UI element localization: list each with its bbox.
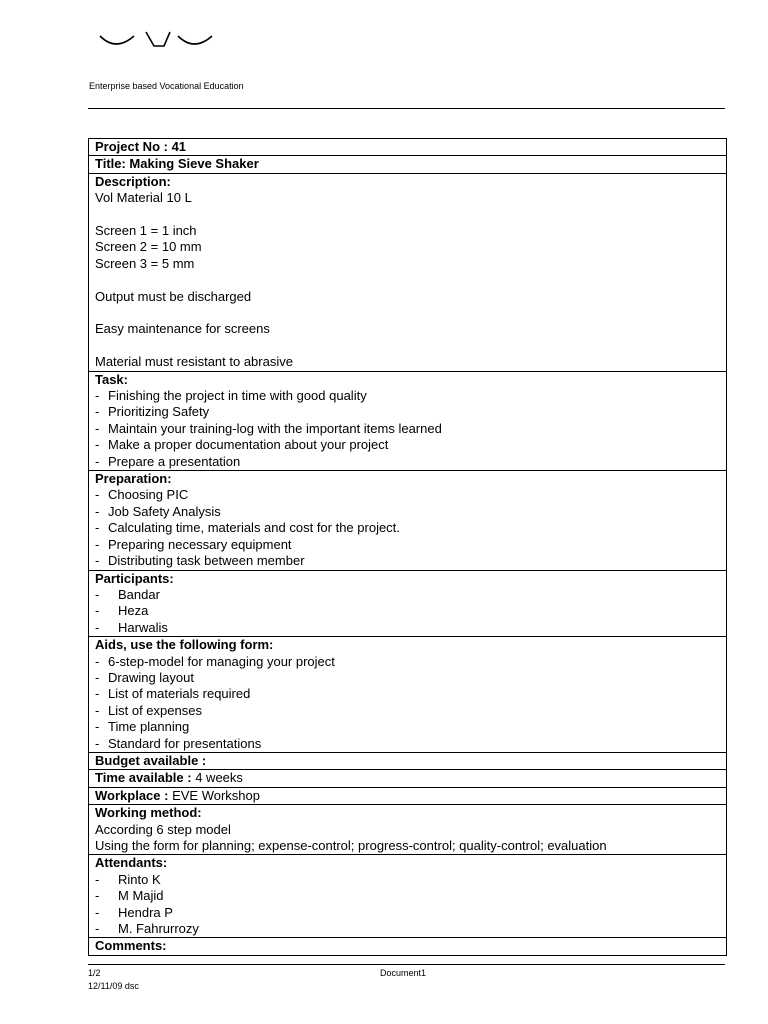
attendant-item: - Hendra P: [95, 904, 173, 920]
attendant-item: - M Majid: [95, 888, 164, 904]
working-method-line: Using the form for planning; expense-control; progress-control; quality-control; evaluation: [95, 838, 607, 853]
row-comments: [89, 938, 727, 955]
document-name: Document1: [380, 968, 427, 978]
description-spacer: [95, 305, 720, 321]
row-time: [89, 770, 727, 787]
participants-cell: [89, 570, 727, 637]
task-cell: [89, 371, 727, 470]
row-aids: [89, 637, 727, 753]
row-budget: [89, 752, 727, 769]
working-method-cell: [89, 805, 727, 855]
workplace-cell: [89, 787, 727, 804]
attendant-item: - Rinto K: [95, 871, 161, 887]
description-line: Screen 3 = 5 mm: [95, 255, 195, 271]
preparation-item: - Choosing PIC: [95, 487, 189, 503]
participant-item: - Harwalis: [95, 619, 168, 635]
aids-item: - List of expenses: [95, 702, 202, 718]
description-spacer: [95, 338, 720, 354]
task-item: - Prepare a presentation: [95, 453, 241, 469]
workplace-value: EVE Workshop: [172, 787, 260, 803]
description-line: Material must resistant to abrasive: [95, 354, 293, 370]
attendant-item: - M. Fahrurrozy: [95, 921, 199, 937]
working-method-line: According 6 step model: [95, 821, 231, 837]
footer-divider: [88, 964, 725, 965]
row-title: [89, 156, 727, 173]
participant-item: - Bandar: [95, 586, 160, 602]
preparation-item: - Distributing task between member: [95, 553, 305, 569]
description-line: Screen 2 = 10 mm: [95, 239, 202, 255]
header-divider: [88, 108, 725, 109]
attendants-label: Attendants:: [95, 855, 168, 871]
budget-label: Budget available :: [89, 752, 727, 769]
preparation-item: - Preparing necessary equipment: [95, 536, 292, 552]
preparation-label: Preparation:: [95, 471, 172, 487]
aids-item: - Time planning: [95, 719, 190, 735]
preparation-cell: [89, 471, 727, 570]
working-method-label: Working method:: [95, 805, 202, 821]
row-description: [89, 173, 727, 371]
aids-cell: [89, 637, 727, 753]
time-value: 4 weeks: [195, 770, 243, 786]
row-project-no: [89, 139, 727, 156]
description-spacer: [95, 207, 720, 223]
aids-item: - Standard for presentations: [95, 735, 262, 751]
task-item: - Finishing the project in time with good quality: [95, 388, 367, 404]
description-cell: [89, 173, 727, 371]
description-line: Screen 1 = 1 inch: [95, 223, 197, 239]
page-number: 1/2: [88, 968, 101, 978]
description-line: Easy maintenance for screens: [95, 321, 270, 337]
preparation-item: - Job Safety Analysis: [95, 503, 221, 519]
task-item: - Make a proper documentation about your project: [95, 437, 389, 453]
aids-item: - List of materials required: [95, 686, 251, 702]
row-preparation: [89, 471, 727, 570]
row-task: [89, 371, 727, 470]
time-label: Time available :: [95, 770, 192, 786]
organization-name: Enterprise based Vocational Education: [89, 81, 244, 91]
project-number: Project No : 41: [89, 139, 727, 156]
workplace-label: Workplace :: [95, 787, 169, 803]
row-working-method: [89, 805, 727, 855]
description-label: Description:: [95, 173, 171, 189]
comments-label: Comments:: [89, 938, 727, 955]
time-cell: [89, 770, 727, 787]
project-title: Title: Making Sieve Shaker: [89, 156, 727, 173]
row-participants: [89, 570, 727, 637]
task-item: - Maintain your training-log with the important items learned: [95, 420, 442, 436]
description-line: Vol Material 10 L: [95, 190, 192, 206]
project-form-table: [88, 138, 727, 956]
description-line: Output must be discharged: [95, 288, 252, 304]
row-attendants: [89, 855, 727, 938]
task-item: - Prioritizing Safety: [95, 404, 210, 420]
participant-item: - Heza: [95, 603, 149, 619]
preparation-item: - Calculating time, materials and cost for the project.: [95, 520, 400, 536]
attendants-cell: [89, 855, 727, 938]
row-workplace: [89, 787, 727, 804]
task-label: Task:: [95, 371, 128, 387]
aids-item: - Drawing layout: [95, 669, 194, 685]
description-spacer: [95, 272, 720, 288]
footer-date: 12/11/09 dsc: [88, 981, 139, 991]
participants-label: Participants:: [95, 570, 174, 586]
aids-label: Aids, use the following form:: [95, 637, 274, 653]
logo-graphic: [96, 18, 216, 52]
aids-item: - 6-step-model for managing your project: [95, 653, 335, 669]
